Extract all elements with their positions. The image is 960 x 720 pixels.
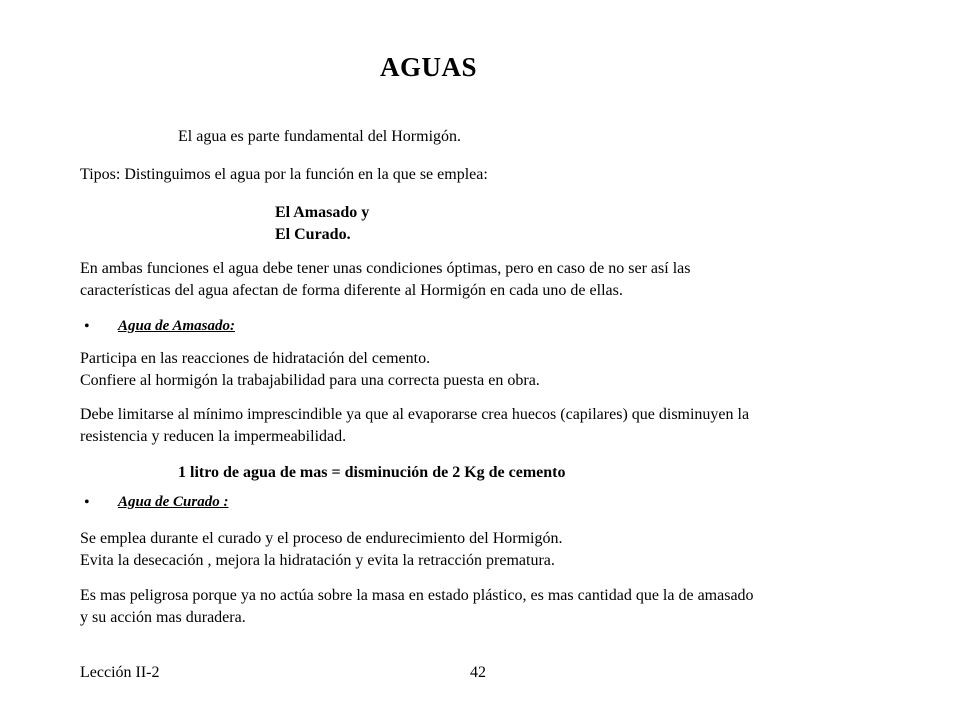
amasado-line-1: Participa en las reacciones de hidratación del cemento. [80, 350, 431, 367]
amasado-rule: 1 litro de agua de mas = disminución de 2 Kg de cemento [178, 464, 566, 481]
bullet-icon: • [84, 318, 90, 335]
footer-page-number: 42 [470, 664, 486, 681]
curado-peligro-2: y su acción mas duradera. [80, 609, 246, 626]
intro-text: El agua es parte fundamental del Hormigón. [178, 128, 462, 145]
footer-lesson: Lección II-2 [80, 664, 160, 681]
tipo-amasado: El Amasado y [275, 204, 370, 221]
curado-line-2: Evita la desecación , mejora la hidratación y evita la retracción prematura. [80, 552, 555, 569]
page-title: AGUAS [380, 52, 478, 82]
amasado-limit-2: resistencia y reducen la impermeabilidad. [80, 428, 347, 445]
ambas-line-2: características del agua afectan de forma diferente al Hormigón en cada uno de ellas. [80, 282, 623, 299]
curado-line-1: Se emplea durante el curado y el proceso de endurecimiento del Hormigón. [80, 530, 563, 547]
amasado-line-2: Confiere al hormigón la trabajabilidad para una correcta puesta en obra. [80, 372, 540, 389]
amasado-heading: Agua de Amasado: [118, 318, 235, 334]
tipo-curado: El Curado. [275, 226, 351, 243]
curado-peligro-1: Es mas peligrosa porque ya no actúa sobre la masa en estado plástico, es mas cantidad que la de amasado [80, 587, 754, 604]
amasado-limit-1: Debe limitarse al mínimo imprescindible ya que al evaporarse crea huecos (capilares) que disminuyen la [80, 406, 750, 423]
bullet-icon: • [84, 494, 90, 511]
curado-heading: Agua de Curado : [118, 494, 229, 510]
tipos-text: Tipos: Distinguimos el agua por la función en la que se emplea: [80, 166, 488, 183]
ambas-line-1: En ambas funciones el agua debe tener unas condiciones óptimas, pero en caso de no ser así las [80, 260, 691, 277]
